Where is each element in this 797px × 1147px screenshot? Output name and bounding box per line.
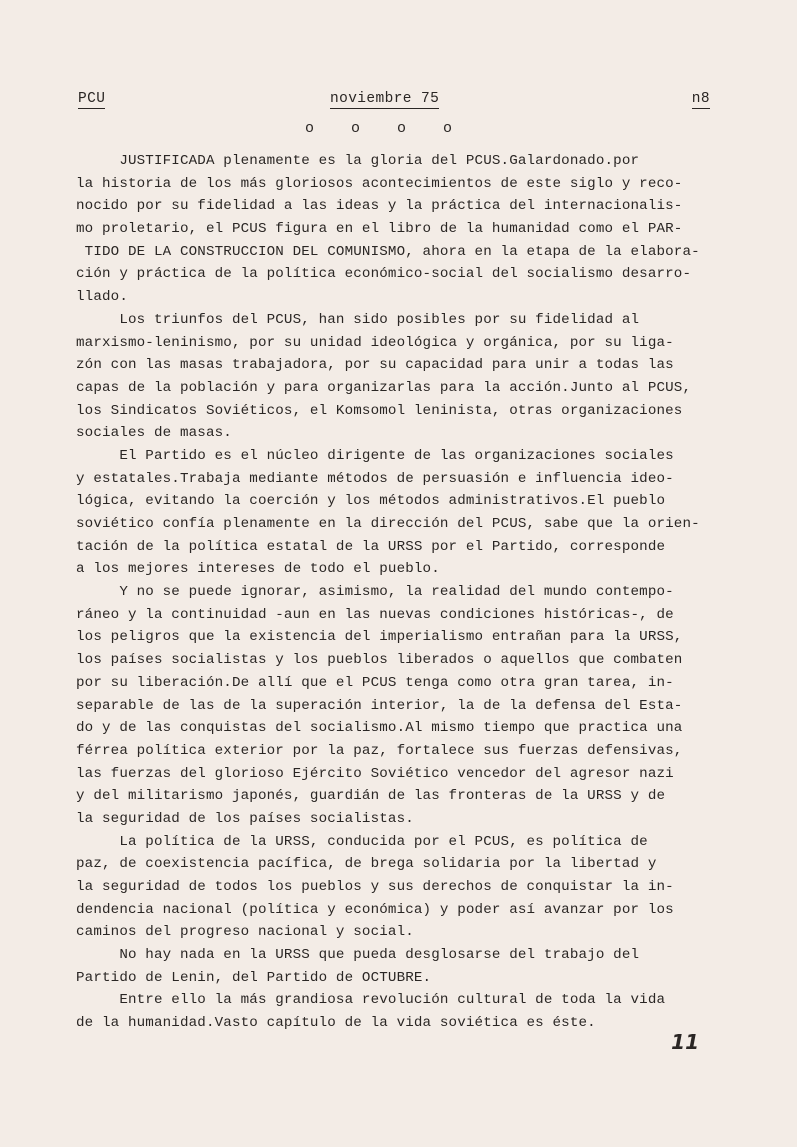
text-line: Partido de Lenin, del Partido de OCTUBRE. <box>76 969 432 986</box>
text-line: La política de la URSS, conducida por el PCUS, es política de <box>76 833 648 850</box>
text-line: nocido por su fidelidad a las ideas y la práctica del internacionalis- <box>76 198 683 215</box>
text-line: No hay nada en la URSS que pueda desglosarse del trabajo del <box>76 947 640 964</box>
text-line: Y no se puede ignorar, asimismo, la realidad del mundo contempo- <box>76 584 674 601</box>
text-line: dendencia nacional (política y económica) y poder así avanzar por los <box>76 901 674 918</box>
text-line: por su liberación.De allí que el PCUS tenga como otra gran tarea, in- <box>76 674 674 691</box>
text-line: férrea política exterior por la paz, fortalece sus fuerzas defensivas, <box>76 742 683 759</box>
text-line: los Sindicatos Soviéticos, el Komsomol leninista, otras organizaciones <box>76 402 683 419</box>
text-line: llado. <box>76 289 128 306</box>
text-line: tación de la política estatal de la URSS por el Partido, corresponde <box>76 538 666 555</box>
text-line: y del militarismo japonés, guardián de las fronteras de la URSS y de <box>76 788 666 805</box>
text-line: los países socialistas y los pueblos liberados o aquellos que combaten <box>76 652 683 669</box>
text-line: El Partido es el núcleo dirigente de las organizaciones sociales <box>76 447 674 464</box>
text-line: capas de la población y para organizarlas para la acción.Junto al PCUS, <box>76 379 692 396</box>
text-line: ción y práctica de la política económico-social del socialismo desarro- <box>76 266 692 283</box>
text-line: la historia de los más gloriosos acontecimientos de este siglo y reco- <box>76 175 683 192</box>
text-line: zón con las masas trabajadora, por su capacidad para unir a todas las <box>76 357 674 374</box>
text-line: lógica, evitando la coerción y los métodos administrativos.El pueblo <box>76 493 666 510</box>
text-line: caminos del progreso nacional y social. <box>76 924 414 941</box>
text-line: separable de las de la superación interior, la de la defensa del Esta- <box>76 697 683 714</box>
text-line: de la humanidad.Vasto capítulo de la vida soviética es éste. <box>76 1015 596 1032</box>
header-issue-number: n8 <box>691 91 710 107</box>
text-line: do y de las conquistas del socialismo.Al mismo tiempo que practica una <box>76 720 683 737</box>
text-line: las fuerzas del glorioso Ejército Soviético vencedor del agresor nazi <box>76 765 674 782</box>
text-line: ráneo y la continuidad -aun en las nuevas condiciones históricas-, de <box>76 606 674 623</box>
text-line: soviético confía plenamente en la dirección del PCUS, sabe que la orien- <box>76 516 700 532</box>
text-line: Los triunfos del PCUS, han sido posibles por su fidelidad al <box>76 311 640 328</box>
text-line: sociales de masas. <box>76 425 232 442</box>
text-line: y estatales.Trabaja mediante métodos de persuasión e influencia ideo- <box>76 470 674 487</box>
text-line: a los mejores intereses de todo el pueblo. <box>76 561 440 578</box>
article-body <box>76 150 726 1035</box>
text-line: la seguridad de los países socialistas. <box>76 810 414 827</box>
text-line: los peligros que la existencia del imperialismo entrañan para la URSS, <box>76 629 683 646</box>
text-line: paz, de coexistencia pacífica, de brega solidaria por la libertad y <box>76 856 657 873</box>
section-separator: o o o o <box>305 120 467 137</box>
page-header <box>78 90 710 110</box>
page-number: 11 <box>671 1030 699 1054</box>
text-line: marxismo-leninismo, por su unidad ideológica y orgánica, por su liga- <box>76 334 674 351</box>
text-line: mo proletario, el PCUS figura en el libro de la humanidad como el PAR- <box>76 221 683 238</box>
text-line: JUSTIFICADA plenamente es la gloria del PCUS.Galardonado.por <box>76 153 640 169</box>
header-date: noviembre 75 <box>330 91 440 107</box>
text-line: TIDO DE LA CONSTRUCCION DEL COMUNISMO, ahora en la etapa de la elabora- <box>76 243 700 260</box>
text-line: la seguridad de todos los pueblos y sus derechos de conquistar la in- <box>76 879 674 895</box>
text-line: Entre ello la más grandiosa revolución cultural de toda la vida <box>76 992 666 1009</box>
header-publication: PCU <box>78 91 106 107</box>
